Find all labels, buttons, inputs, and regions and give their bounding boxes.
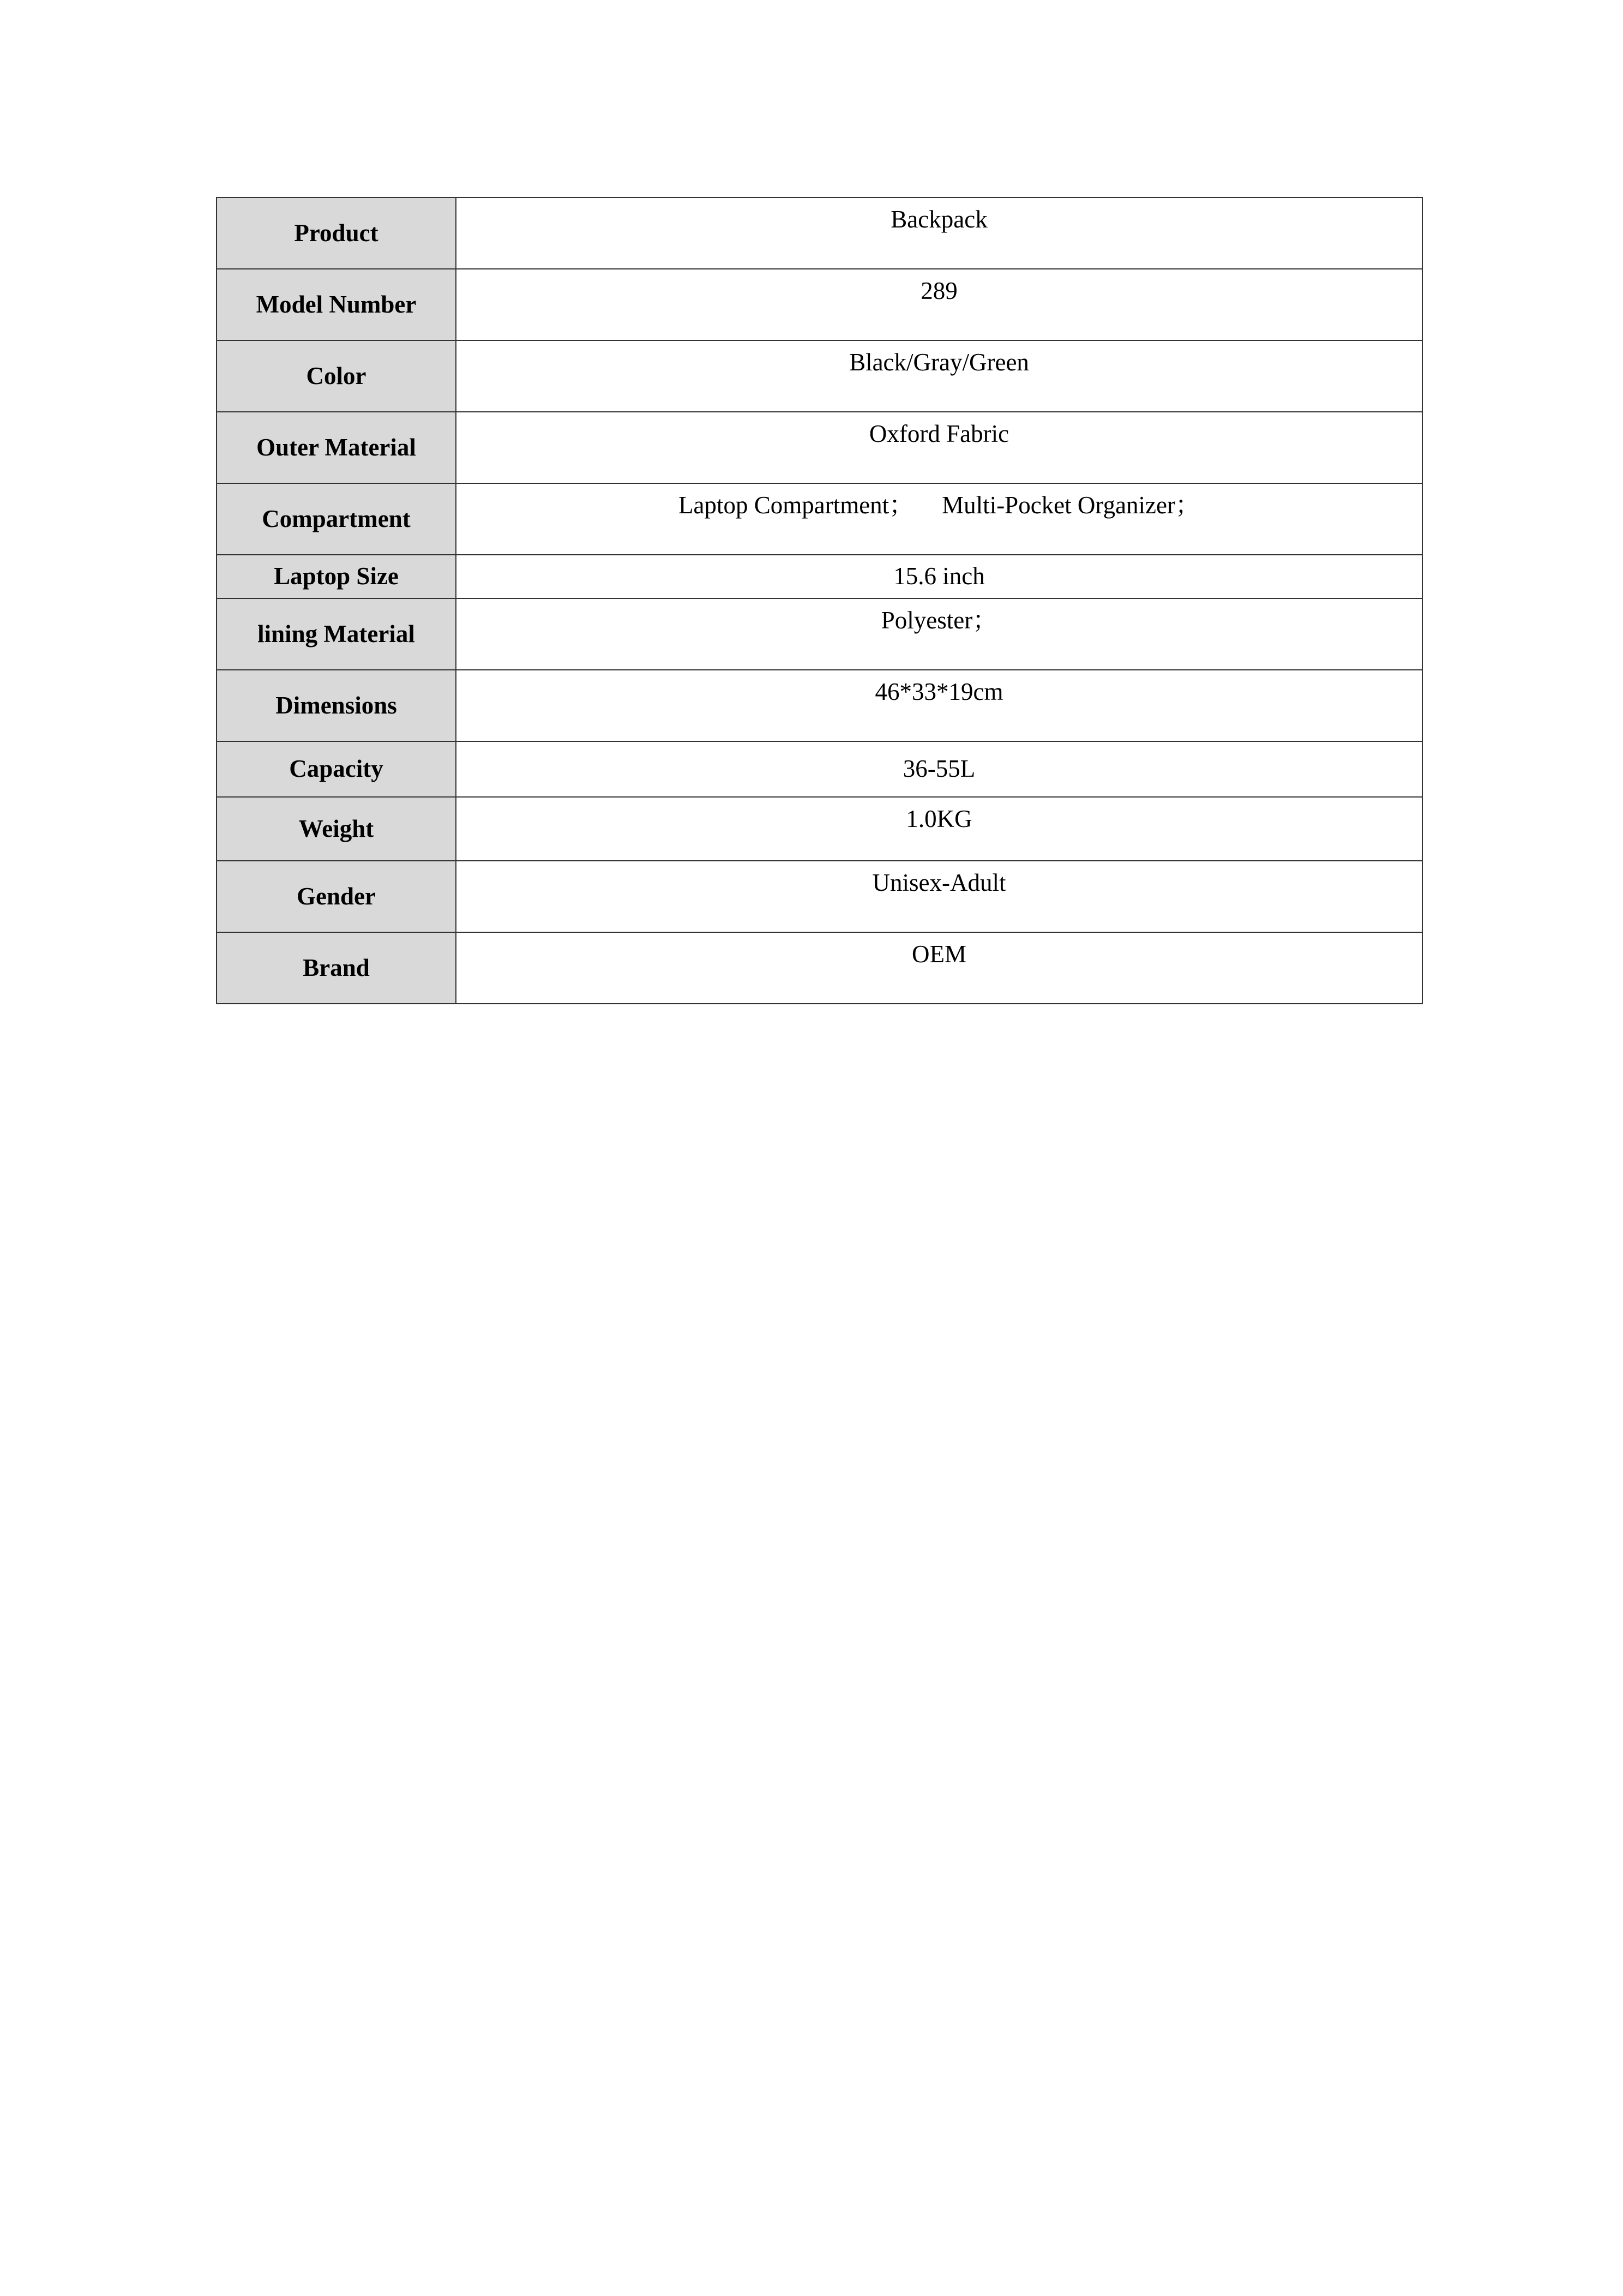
table-row [217,741,1422,797]
row-label: Weight [217,797,456,861]
table-row [217,340,1422,412]
row-value: 46*33*19cm [456,670,1422,741]
row-value-part: Laptop Compartment； [678,491,914,519]
row-value: 1.0KG [456,797,1422,861]
row-label: lining Material [217,598,456,670]
row-value: 36-55L [456,741,1422,797]
row-label: Model Number [217,269,456,340]
row-value: Unisex-Adult [456,861,1422,932]
table-row [217,861,1422,932]
row-label: Capacity [217,741,456,797]
row-label: Dimensions [217,670,456,741]
table-row [217,598,1422,670]
row-value: 15.6 inch [456,555,1422,598]
table-row [217,269,1422,340]
row-value: Polyester； [456,598,1422,670]
row-label: Brand [217,932,456,1004]
table-row [217,797,1422,861]
row-value-part: Multi-Pocket Organizer； [942,491,1200,519]
row-label: Compartment [217,483,456,555]
row-label: Product [217,197,456,269]
table-row [217,197,1422,269]
row-label: Laptop Size [217,555,456,598]
row-value: Black/Gray/Green [456,340,1422,412]
table-row [217,555,1422,598]
row-value: Backpack [456,197,1422,269]
table-row [217,483,1422,555]
row-label: Outer Material [217,412,456,483]
row-value: OEM [456,932,1422,1004]
table-row [217,670,1422,741]
row-label: Gender [217,861,456,932]
table-row [217,932,1422,1004]
row-label: Color [217,340,456,412]
row-value: 289 [456,269,1422,340]
row-value [456,483,1422,555]
row-value: Oxford Fabric [456,412,1422,483]
spec-table [216,197,1423,1004]
table-row [217,412,1422,483]
